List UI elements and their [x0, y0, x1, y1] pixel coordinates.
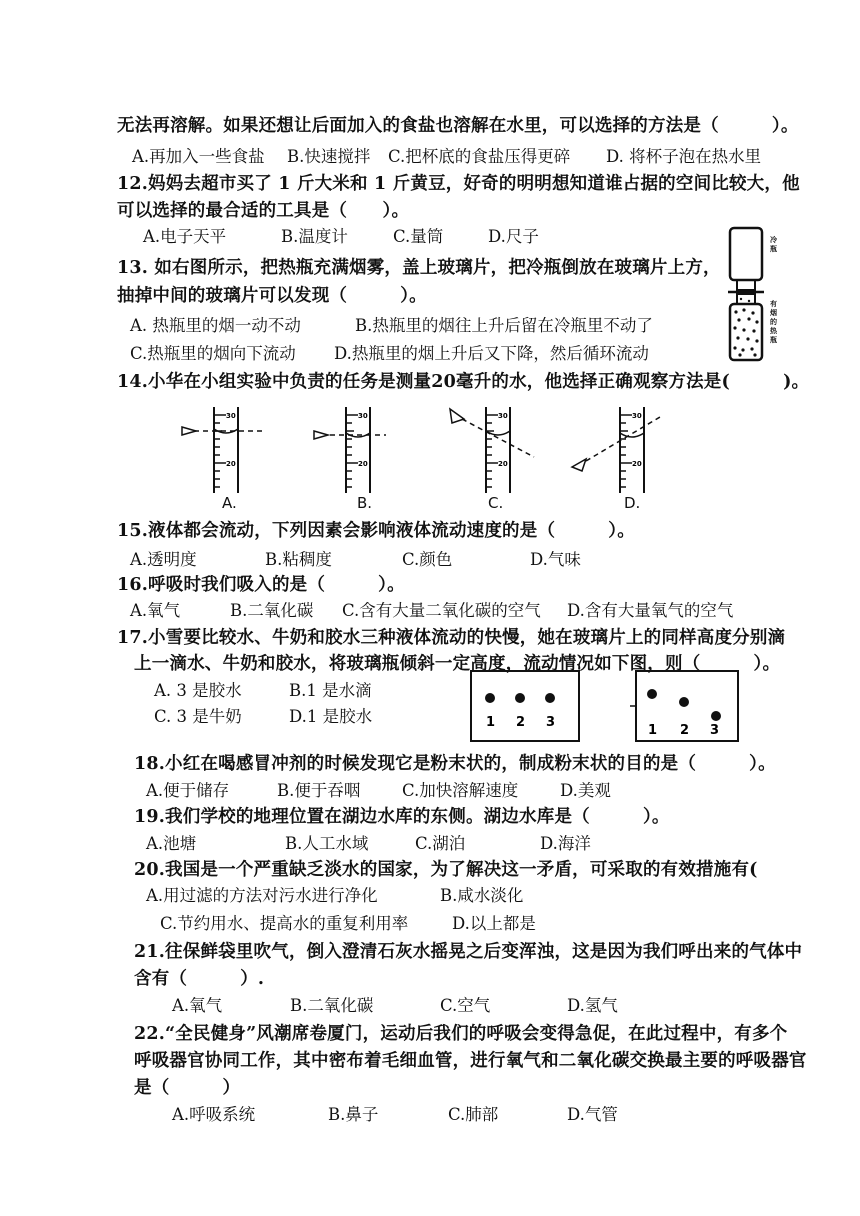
q15-option-d: D.气味	[530, 550, 581, 569]
drop-label-1: 1	[486, 715, 496, 730]
q14-stem: 14.小华在小组实验中负责的任务是测量20毫升的水，他选择正确观察方法是( )。	[117, 372, 810, 392]
q17-stem-line1: 17.小雪要比较水、牛奶和胶水三种液体流动的快慢，她在玻璃片上的同样高度分别滴	[117, 628, 786, 648]
q11-stem: 无法再溶解。如果还想让后面加入的食盐也溶解在水里，可以选择的方法是（ ）。	[117, 116, 799, 136]
q16-option-a: A.氧气	[130, 601, 181, 620]
q17-stem-line2: 上一滴水、牛奶和胶水，将玻璃瓶倾斜一定高度，流动情况如下图，则（ ）。	[134, 654, 781, 674]
cylinder-view-b	[308, 405, 408, 495]
q18-option-d: D.美观	[560, 781, 611, 800]
q18-stem: 18.小红在喝感冒冲剂的时候发现它是粉末状的，制成粉末状的目的是（ ）。	[134, 754, 776, 774]
q21-stem-line2: 含有（ ）.	[134, 969, 265, 989]
svg-text:30: 30	[632, 412, 642, 420]
scale-mark-20: 20	[226, 460, 236, 468]
cylinder-view-a	[180, 405, 280, 495]
q14-label-b: B.	[357, 494, 373, 512]
q21-option-d: D.氢气	[567, 996, 618, 1015]
cold-bottle-label: 冷瓶	[770, 236, 777, 253]
q22-stem-line2: 呼吸器官协同工作，其中密布着毛细血管，进行氧气和二氧化碳交换最主要的呼吸器官	[134, 1051, 807, 1071]
q21-option-c: C.空气	[440, 996, 491, 1015]
q19-option-c: C.湖泊	[415, 834, 466, 853]
q20-stem: 20.我国是一个严重缺乏淡水的国家，为了解决这一矛盾，可采取的有效措施有(	[134, 860, 758, 880]
q22-stem-line3: 是（ ）	[134, 1078, 241, 1098]
q21-option-b: B.二氧化碳	[290, 996, 374, 1015]
svg-text:3: 3	[710, 723, 720, 738]
q11-option-a: A.再加入一些食盐	[132, 147, 265, 166]
q13-option-d: D.热瓶里的烟上升后又下降，然后循环流动	[334, 344, 649, 363]
q20-option-d: D.以上都是	[452, 914, 536, 933]
q22-stem-line1: 22.“全民健身”风潮席卷厦门，运动后我们的呼吸会变得急促，在此过程中，有多个	[134, 1024, 788, 1044]
q20-option-b: B.咸水淡化	[440, 886, 524, 905]
q15-option-c: C.颜色	[402, 550, 453, 569]
svg-text:20: 20	[358, 460, 368, 468]
q13-stem-line1: 13. 如右图所示，把热瓶充满烟雾，盖上玻璃片，把冷瓶倒放在玻璃片上方，	[117, 258, 721, 278]
q22-option-d: D.气管	[567, 1105, 618, 1124]
q11-option-b: B.快速搅拌	[287, 147, 371, 166]
q15-option-a: A.透明度	[130, 550, 197, 569]
cylinder-view-c	[446, 405, 546, 495]
svg-text:1: 1	[648, 723, 658, 738]
q12-option-d: D.尺子	[488, 227, 539, 246]
q13-stem-line2: 抽掉中间的玻璃片可以发现（ ）。	[117, 286, 427, 306]
q19-option-a: A.池塘	[146, 834, 197, 853]
q11-option-c: C.把杯底的食盐压得更碎	[388, 147, 571, 166]
q20-option-c: C.节约用水、提高水的重复利用率	[160, 914, 409, 933]
q14-label-a: A.	[222, 494, 237, 512]
q15-stem: 15.液体都会流动，下列因素会影响液体流动速度的是（ ）。	[117, 521, 635, 541]
q19-stem: 19.我们学校的地理位置在湖边水库的东侧。湖边水库是（ ）。	[134, 807, 670, 827]
bottle-diagram	[724, 224, 794, 364]
q22-option-a: A.呼吸系统	[172, 1105, 256, 1124]
svg-text:2: 2	[680, 723, 690, 738]
q13-option-b: B.热瓶里的烟往上升后留在冷瓶里不动了	[355, 316, 653, 335]
svg-text:30: 30	[498, 412, 508, 420]
cylinder-view-d	[564, 405, 674, 495]
q20-option-a: A.用过滤的方法对污水进行净化	[146, 886, 378, 905]
q15-option-b: B.粘稠度	[265, 550, 332, 569]
q17-option-c: C. 3 是牛奶	[154, 707, 242, 726]
glass-plate-tilted	[630, 670, 740, 742]
q12-option-b: B.温度计	[281, 227, 348, 246]
q13-option-c: C.热瓶里的烟向下流动	[130, 344, 296, 363]
q22-option-c: C.肺部	[448, 1105, 499, 1124]
svg-text:20: 20	[498, 460, 508, 468]
q21-stem-line1: 21.往保鲜袋里吹气，倒入澄清石灰水摇晃之后变浑浊，这是因为我们呼出来的气体中	[134, 942, 803, 962]
q18-option-c: C.加快溶解速度	[402, 781, 519, 800]
q17-option-b: B.1 是水滴	[289, 681, 372, 700]
svg-text:20: 20	[632, 460, 642, 468]
q19-option-d: D.海洋	[540, 834, 591, 853]
q21-option-a: A.氧气	[172, 996, 223, 1015]
drop-label-3: 3	[546, 715, 556, 730]
q12-option-a: A.电子天平	[143, 227, 227, 246]
q12-stem-line1: 12.妈妈去超市买了 1 斤大米和 1 斤黄豆，好奇的明明想知道谁占据的空间比较大，他	[117, 174, 800, 194]
q17-option-a: A. 3 是胶水	[154, 681, 242, 700]
q14-label-c: C.	[488, 494, 504, 512]
q13-option-a: A. 热瓶里的烟一动不动	[130, 316, 301, 335]
q16-stem: 16.呼吸时我们吸入的是（ ）。	[117, 575, 405, 595]
q18-option-a: A.便于储存	[146, 781, 230, 800]
q14-label-d: D.	[624, 494, 641, 512]
q16-option-d: D.含有大量氧气的空气	[567, 601, 734, 620]
q11-option-d: D. 将杯子泡在热水里	[606, 147, 762, 166]
q18-option-b: B.便于吞咽	[277, 781, 361, 800]
q22-option-b: B.鼻子	[328, 1105, 379, 1124]
q16-option-b: B.二氧化碳	[230, 601, 314, 620]
svg-text:30: 30	[358, 412, 368, 420]
drop-label-2: 2	[516, 715, 526, 730]
q17-option-d: D.1 是胶水	[289, 707, 373, 726]
q19-option-b: B.人工水域	[285, 834, 369, 853]
q16-option-c: C.含有大量二氧化碳的空气	[342, 601, 541, 620]
q12-stem-line2: 可以选择的最合适的工具是（ ）。	[117, 201, 410, 221]
glass-plate-flat	[470, 670, 580, 742]
scale-mark-30: 30	[226, 412, 236, 420]
hot-bottle-label: 有烟的热瓶	[770, 300, 777, 344]
q12-option-c: C.量筒	[393, 227, 444, 246]
